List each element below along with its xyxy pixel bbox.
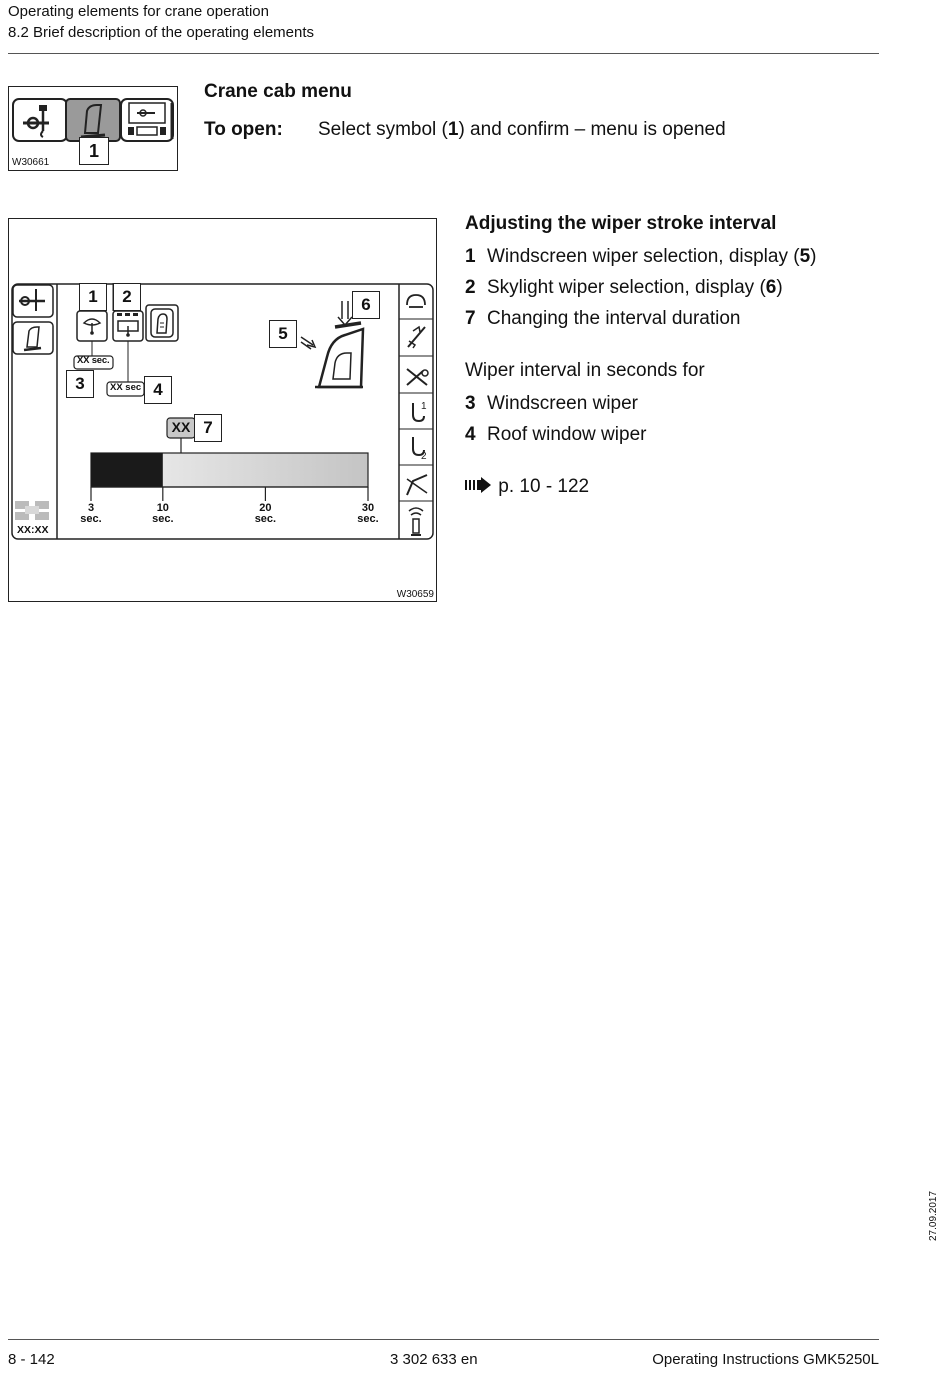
- list-item: 2 Skylight wiper selection, display (6): [465, 277, 783, 298]
- callout-7: 7: [194, 414, 222, 442]
- crane-cab-seat-icon[interactable]: [13, 322, 53, 354]
- crane-cab-seat-icon[interactable]: [66, 99, 120, 141]
- header-divider: [8, 53, 879, 54]
- skylight-wiper-button[interactable]: [113, 311, 143, 341]
- to-open-label: To open:: [204, 119, 283, 140]
- roof-interval-label: XX sec: [110, 382, 142, 393]
- interval-slider[interactable]: [91, 453, 368, 487]
- seat-heating-button[interactable]: [146, 305, 178, 341]
- figure-id: W30659: [396, 589, 434, 600]
- interval-subtitle: Wiper interval in seconds for: [465, 360, 705, 381]
- wiper-section-title: Adjusting the wiper stroke interval: [465, 213, 777, 234]
- crane-operation-icon: [13, 99, 67, 141]
- callout-4: 4: [144, 376, 172, 404]
- header-section-title: Operating elements for crane operation: [8, 3, 269, 20]
- callout-1: 1: [79, 137, 109, 165]
- crane-cab-menu-figure: [8, 86, 178, 171]
- windscreen-interval-label: XX sec.: [77, 355, 110, 366]
- list-item: 4 Roof window wiper: [465, 424, 647, 445]
- crane-cab-menu-title: Crane cab menu: [204, 81, 352, 102]
- interval-value: XX: [171, 419, 191, 435]
- header-subsection-title: 8.2 Brief description of the operating elements: [8, 24, 315, 41]
- scale-tick-label: 10 sec.: [152, 502, 174, 525]
- scale-tick-label: 3 sec.: [80, 502, 102, 525]
- svg-text:2: 2: [421, 451, 427, 462]
- control-panel-icon: [121, 99, 173, 141]
- footer-divider: [8, 1339, 879, 1340]
- callout-6: 6: [352, 291, 380, 319]
- list-item: 7 Changing the interval duration: [465, 308, 741, 329]
- to-open-instruction: Select symbol (1) and confirm – menu is opened: [318, 119, 726, 140]
- callout-5: 5: [269, 320, 297, 348]
- side-date: 27.09.2017: [928, 1190, 939, 1241]
- page-reference-link[interactable]: p. 10 - 122: [465, 475, 589, 499]
- scale-tick-label: 20 sec.: [254, 502, 277, 525]
- interval-bar-fill: [91, 453, 163, 487]
- wiper-menu-figure: [8, 218, 437, 602]
- list-item: 3 Windscreen wiper: [465, 393, 638, 414]
- list-item: 1 Windscreen wiper selection, display (5): [465, 246, 817, 267]
- callout-2: 2: [113, 283, 141, 311]
- callout-1: 1: [79, 283, 107, 311]
- page-number: 8 - 142: [8, 1351, 55, 1368]
- scale-tick-label: 30 sec.: [357, 502, 379, 525]
- figure-id: W30661: [12, 157, 50, 168]
- callout-3: 3: [66, 370, 94, 398]
- windscreen-wiper-button[interactable]: [77, 308, 107, 341]
- manual-title: Operating Instructions GMK5250L: [652, 1351, 879, 1368]
- crane-operation-icon[interactable]: [13, 285, 53, 317]
- document-number: 3 302 633 en: [390, 1351, 478, 1368]
- clock-display: XX:XX: [17, 524, 49, 536]
- svg-text:1: 1: [421, 401, 427, 412]
- reference-arrow-icon: [465, 477, 493, 493]
